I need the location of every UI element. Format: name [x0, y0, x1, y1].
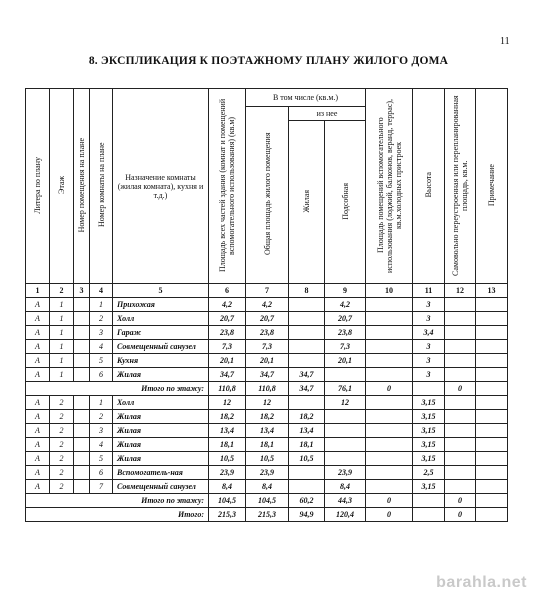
- height-cell: 3,15: [413, 452, 445, 466]
- unauthorized-cell: [445, 452, 476, 466]
- room-number-cell: 6: [90, 466, 113, 480]
- floor-cell: 2: [50, 452, 74, 466]
- total-living-cell: 34,7: [246, 368, 289, 382]
- total-living-rooms: 94,9: [289, 508, 325, 522]
- total-note: [476, 494, 508, 508]
- header-height: Высота: [413, 89, 445, 284]
- litera-cell: А: [26, 368, 50, 382]
- total-aux: 120,4: [325, 508, 366, 522]
- floor-cell: 1: [50, 326, 74, 340]
- litera-cell: А: [26, 354, 50, 368]
- area-cell: 20,1: [209, 354, 246, 368]
- unauthorized-cell: [445, 424, 476, 438]
- aux-cell: 12: [325, 396, 366, 410]
- unauthorized-cell: [445, 312, 476, 326]
- header-of-which: из нее: [289, 107, 366, 121]
- note-cell: [476, 466, 508, 480]
- unauthorized-cell: [445, 396, 476, 410]
- premises-cell: [74, 326, 90, 340]
- note-cell: [476, 452, 508, 466]
- total-living-rooms: 34,7: [289, 382, 325, 396]
- column-number: 3: [74, 284, 90, 298]
- total-label: Итого по этажу:: [26, 382, 209, 396]
- column-number: 6: [209, 284, 246, 298]
- premises-cell: [74, 354, 90, 368]
- explication-table: [25, 88, 508, 522]
- litera-cell: А: [26, 410, 50, 424]
- table-row: [26, 438, 508, 452]
- aux-area-cell: [366, 298, 413, 312]
- header-aux: Подсобная: [325, 121, 366, 284]
- aux-area-cell: [366, 312, 413, 326]
- total-unauthorized: 0: [445, 494, 476, 508]
- header-note: Примечание: [476, 89, 508, 284]
- room-number-cell: 4: [90, 340, 113, 354]
- living-cell: [289, 480, 325, 494]
- premises-cell: [74, 452, 90, 466]
- total-living-cell: 23,9: [246, 466, 289, 480]
- litera-cell: А: [26, 298, 50, 312]
- total-label: Итого:: [26, 508, 209, 522]
- aux-area-cell: [366, 424, 413, 438]
- column-number: 8: [289, 284, 325, 298]
- unauthorized-cell: [445, 466, 476, 480]
- header-total-living: Общая площадь жилого помещения: [246, 107, 289, 284]
- litera-cell: А: [26, 326, 50, 340]
- litera-cell: А: [26, 480, 50, 494]
- total-height: [413, 494, 445, 508]
- height-cell: 3,15: [413, 438, 445, 452]
- total-row: [26, 382, 508, 396]
- document-title: 8. ЭКСПЛИКАЦИЯ К ПОЭТАЖНОМУ ПЛАНУ ЖИЛОГО ДОМА: [88, 55, 449, 67]
- total-area: 110,8: [209, 382, 246, 396]
- height-cell: 3: [413, 340, 445, 354]
- unauthorized-cell: [445, 326, 476, 340]
- living-cell: 10,5: [289, 452, 325, 466]
- column-number: 4: [90, 284, 113, 298]
- premises-cell: [74, 368, 90, 382]
- floor-cell: 2: [50, 396, 74, 410]
- height-cell: 3,15: [413, 396, 445, 410]
- note-cell: [476, 410, 508, 424]
- area-cell: 8,4: [209, 480, 246, 494]
- room-name-cell: Холл: [113, 396, 209, 410]
- premises-cell: [74, 480, 90, 494]
- floor-cell: 2: [50, 410, 74, 424]
- aux-area-cell: [366, 480, 413, 494]
- floor-cell: 2: [50, 480, 74, 494]
- height-cell: 3: [413, 354, 445, 368]
- living-cell: 13,4: [289, 424, 325, 438]
- living-cell: [289, 396, 325, 410]
- note-cell: [476, 438, 508, 452]
- room-number-cell: 1: [90, 298, 113, 312]
- height-cell: 3,15: [413, 424, 445, 438]
- unauthorized-cell: [445, 340, 476, 354]
- room-number-cell: 5: [90, 452, 113, 466]
- aux-area-cell: [366, 452, 413, 466]
- column-number: 13: [476, 284, 508, 298]
- header-room-no: Номер комнаты на плане: [90, 89, 113, 284]
- unauthorized-cell: [445, 410, 476, 424]
- column-numbers-row: [26, 284, 508, 298]
- unauthorized-cell: [445, 438, 476, 452]
- total-note: [476, 508, 508, 522]
- aux-area-cell: [366, 396, 413, 410]
- total-living: 104,5: [246, 494, 289, 508]
- living-cell: 18,1: [289, 438, 325, 452]
- total-row: [26, 494, 508, 508]
- floor-cell: 1: [50, 312, 74, 326]
- height-cell: 3,15: [413, 410, 445, 424]
- litera-cell: А: [26, 466, 50, 480]
- column-number: 10: [366, 284, 413, 298]
- total-living-cell: 23,8: [246, 326, 289, 340]
- living-cell: [289, 298, 325, 312]
- room-number-cell: 6: [90, 368, 113, 382]
- header-floor: Этаж: [50, 89, 74, 284]
- aux-cell: [325, 410, 366, 424]
- aux-cell: 23,8: [325, 326, 366, 340]
- area-cell: 18,1: [209, 438, 246, 452]
- total-living: 110,8: [246, 382, 289, 396]
- aux-cell: 20,7: [325, 312, 366, 326]
- table-row: [26, 354, 508, 368]
- note-cell: [476, 368, 508, 382]
- aux-area-cell: [366, 354, 413, 368]
- table-row: [26, 480, 508, 494]
- total-height: [413, 508, 445, 522]
- column-number: 12: [445, 284, 476, 298]
- aux-cell: 20,1: [325, 354, 366, 368]
- header-litera: Литера по плану: [26, 89, 50, 284]
- room-name-cell: Холл: [113, 312, 209, 326]
- living-cell: [289, 340, 325, 354]
- litera-cell: А: [26, 312, 50, 326]
- floor-cell: 1: [50, 354, 74, 368]
- table-row: [26, 410, 508, 424]
- note-cell: [476, 298, 508, 312]
- note-cell: [476, 424, 508, 438]
- table-row: [26, 452, 508, 466]
- unauthorized-cell: [445, 354, 476, 368]
- height-cell: 3: [413, 298, 445, 312]
- area-cell: 7,3: [209, 340, 246, 354]
- table-row: [26, 340, 508, 354]
- header-premises-no: Номер помещения на плане: [74, 89, 90, 284]
- total-note: [476, 382, 508, 396]
- floor-cell: 2: [50, 466, 74, 480]
- header-area-all: Площадь всех частей здания (комнат и помещений вспомогательного использования) (кв.м): [209, 89, 246, 284]
- litera-cell: А: [26, 424, 50, 438]
- header-living: Жилая: [289, 121, 325, 284]
- column-number: 5: [113, 284, 209, 298]
- note-cell: [476, 480, 508, 494]
- aux-area-cell: [366, 368, 413, 382]
- total-living-cell: 20,1: [246, 354, 289, 368]
- room-name-cell: Жилая: [113, 424, 209, 438]
- note-cell: [476, 396, 508, 410]
- column-number: 11: [413, 284, 445, 298]
- area-cell: 23,9: [209, 466, 246, 480]
- room-number-cell: 5: [90, 354, 113, 368]
- table-row: [26, 396, 508, 410]
- total-living-cell: 7,3: [246, 340, 289, 354]
- room-name-cell: Кухня: [113, 354, 209, 368]
- column-number: 1: [26, 284, 50, 298]
- table-row: [26, 326, 508, 340]
- living-cell: [289, 326, 325, 340]
- total-label: Итого по этажу:: [26, 494, 209, 508]
- height-cell: 3,4: [413, 326, 445, 340]
- note-cell: [476, 340, 508, 354]
- total-row: [26, 508, 508, 522]
- area-cell: 23,8: [209, 326, 246, 340]
- table-row: [26, 424, 508, 438]
- room-name-cell: Жилая: [113, 438, 209, 452]
- room-number-cell: 2: [90, 312, 113, 326]
- litera-cell: А: [26, 396, 50, 410]
- header-aux-area: Площадь помещений вспомогательного использования (лоджий, балконов, веранд, террас), кв.м.холодных пристроек: [366, 89, 413, 284]
- premises-cell: [74, 438, 90, 452]
- header-purpose: Назначение комнаты (жилая комната), кухня и т.д.): [113, 89, 209, 284]
- area-cell: 4,2: [209, 298, 246, 312]
- total-living-cell: 10,5: [246, 452, 289, 466]
- header-incl: В том числе (кв.м.): [246, 89, 366, 107]
- living-cell: [289, 312, 325, 326]
- aux-area-cell: [366, 438, 413, 452]
- unauthorized-cell: [445, 480, 476, 494]
- litera-cell: А: [26, 438, 50, 452]
- table-row: [26, 312, 508, 326]
- area-cell: 12: [209, 396, 246, 410]
- aux-area-cell: [366, 410, 413, 424]
- table-row: [26, 298, 508, 312]
- total-living-cell: 13,4: [246, 424, 289, 438]
- column-number: 9: [325, 284, 366, 298]
- area-cell: 10,5: [209, 452, 246, 466]
- aux-cell: [325, 424, 366, 438]
- total-aux-area: 0: [366, 494, 413, 508]
- room-name-cell: Вспомогатель-ная: [113, 466, 209, 480]
- note-cell: [476, 354, 508, 368]
- total-living-cell: 4,2: [246, 298, 289, 312]
- floor-cell: 1: [50, 368, 74, 382]
- total-aux: 76,1: [325, 382, 366, 396]
- aux-cell: [325, 452, 366, 466]
- aux-cell: [325, 438, 366, 452]
- living-cell: 18,2: [289, 410, 325, 424]
- total-unauthorized: 0: [445, 508, 476, 522]
- area-cell: 34,7: [209, 368, 246, 382]
- room-number-cell: 1: [90, 396, 113, 410]
- room-number-cell: 3: [90, 424, 113, 438]
- aux-area-cell: [366, 466, 413, 480]
- total-living: 215,3: [246, 508, 289, 522]
- aux-cell: [325, 368, 366, 382]
- living-cell: 34,7: [289, 368, 325, 382]
- litera-cell: А: [26, 340, 50, 354]
- room-name-cell: Гараж: [113, 326, 209, 340]
- unauthorized-cell: [445, 368, 476, 382]
- floor-cell: 2: [50, 424, 74, 438]
- room-number-cell: 4: [90, 438, 113, 452]
- page-number: 11: [500, 36, 510, 47]
- total-aux: 44,3: [325, 494, 366, 508]
- unauthorized-cell: [445, 298, 476, 312]
- total-living-cell: 18,2: [246, 410, 289, 424]
- premises-cell: [74, 396, 90, 410]
- living-cell: [289, 466, 325, 480]
- room-name-cell: Совмещенный санузел: [113, 340, 209, 354]
- table-row: [26, 368, 508, 382]
- total-living-cell: 12: [246, 396, 289, 410]
- room-name-cell: Жилая: [113, 410, 209, 424]
- aux-cell: 4,2: [325, 298, 366, 312]
- room-number-cell: 7: [90, 480, 113, 494]
- floor-cell: 1: [50, 298, 74, 312]
- column-number: 7: [246, 284, 289, 298]
- room-number-cell: 2: [90, 410, 113, 424]
- aux-area-cell: [366, 340, 413, 354]
- height-cell: 3,15: [413, 480, 445, 494]
- total-aux-area: 0: [366, 508, 413, 522]
- note-cell: [476, 326, 508, 340]
- premises-cell: [74, 340, 90, 354]
- column-number: 2: [50, 284, 74, 298]
- area-cell: 20,7: [209, 312, 246, 326]
- total-unauthorized: 0: [445, 382, 476, 396]
- litera-cell: А: [26, 452, 50, 466]
- room-name-cell: Жилая: [113, 452, 209, 466]
- aux-cell: 23,9: [325, 466, 366, 480]
- premises-cell: [74, 466, 90, 480]
- premises-cell: [74, 298, 90, 312]
- room-name-cell: Совмещенный санузел: [113, 480, 209, 494]
- total-area: 104,5: [209, 494, 246, 508]
- premises-cell: [74, 312, 90, 326]
- aux-cell: 8,4: [325, 480, 366, 494]
- aux-cell: 7,3: [325, 340, 366, 354]
- total-living-rooms: 60,2: [289, 494, 325, 508]
- total-area: 215,3: [209, 508, 246, 522]
- total-height: [413, 382, 445, 396]
- note-cell: [476, 312, 508, 326]
- height-cell: 3: [413, 368, 445, 382]
- height-cell: 3: [413, 312, 445, 326]
- watermark: barahla.net: [436, 574, 527, 591]
- premises-cell: [74, 424, 90, 438]
- header-unauthorized: Самовольно переустроенная или перепланированная площадь, кв.м.: [445, 89, 476, 284]
- height-cell: 2,5: [413, 466, 445, 480]
- aux-area-cell: [366, 326, 413, 340]
- room-number-cell: 3: [90, 326, 113, 340]
- table-row: [26, 466, 508, 480]
- floor-cell: 2: [50, 438, 74, 452]
- living-cell: [289, 354, 325, 368]
- room-name-cell: Прихожая: [113, 298, 209, 312]
- total-aux-area: 0: [366, 382, 413, 396]
- floor-cell: 1: [50, 340, 74, 354]
- total-living-cell: 20,7: [246, 312, 289, 326]
- room-name-cell: Жилая: [113, 368, 209, 382]
- area-cell: 13,4: [209, 424, 246, 438]
- premises-cell: [74, 410, 90, 424]
- total-living-cell: 8,4: [246, 480, 289, 494]
- area-cell: 18,2: [209, 410, 246, 424]
- total-living-cell: 18,1: [246, 438, 289, 452]
